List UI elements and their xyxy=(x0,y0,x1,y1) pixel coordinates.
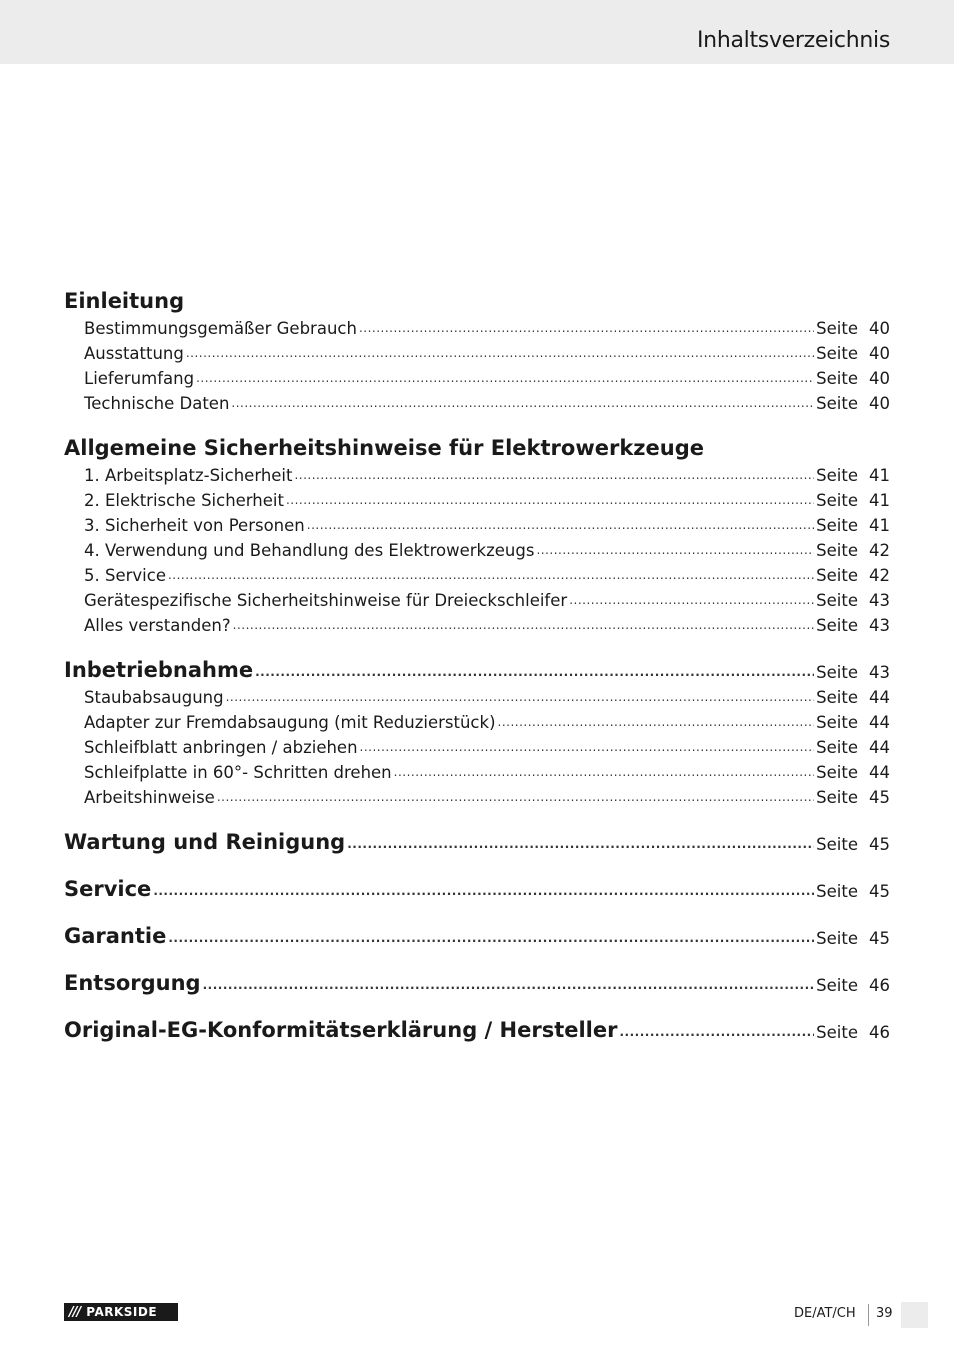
toc-section-heading[interactable] xyxy=(64,871,890,901)
toc-entry[interactable] xyxy=(64,535,890,560)
page-number: 43 xyxy=(869,616,890,635)
page-prefix: Seite xyxy=(816,713,858,732)
dot-leader xyxy=(394,766,815,778)
dot-leader xyxy=(307,519,814,531)
toc-entry-label: Schleifblatt anbringen / abziehen xyxy=(84,738,358,757)
dot-leader xyxy=(347,838,814,850)
dot-leader xyxy=(186,347,814,359)
toc-entry[interactable] xyxy=(64,585,890,610)
dot-leader xyxy=(203,979,815,991)
toc-entry-label: Alles verstanden? xyxy=(84,616,231,635)
toc-entry-label: 5. Service xyxy=(84,566,166,585)
page-prefix: Seite xyxy=(816,882,858,901)
page-number: 40 xyxy=(869,344,890,363)
toc-section-title: Wartung und Reinigung xyxy=(64,830,346,854)
dot-leader xyxy=(294,469,814,481)
dot-leader xyxy=(196,372,814,384)
toc-entry[interactable] xyxy=(64,460,890,485)
toc-entry[interactable] xyxy=(64,485,890,510)
page-prefix: Seite xyxy=(816,835,858,854)
toc-section-heading[interactable] xyxy=(64,824,890,854)
toc-section xyxy=(64,918,890,948)
page-prefix: Seite xyxy=(816,788,858,807)
page-number: 46 xyxy=(869,1023,890,1042)
footer-page-number: 39 xyxy=(876,1306,893,1321)
dot-leader xyxy=(619,1026,814,1038)
page-prefix: Seite xyxy=(816,491,858,510)
toc-entry[interactable] xyxy=(64,388,890,413)
page-number: 43 xyxy=(869,663,890,682)
toc-entry-label: 4. Verwendung und Behandlung des Elektrowerkzeugs xyxy=(84,541,535,560)
toc-section-title: Garantie xyxy=(64,924,167,948)
page-prefix: Seite xyxy=(816,319,858,338)
page-prefix: Seite xyxy=(816,976,858,995)
toc-entry-label: Gerätespezifische Sicherheitshinweise für Dreieckschleifer xyxy=(84,591,568,610)
dot-leader xyxy=(569,594,814,606)
page-number: 46 xyxy=(869,976,890,995)
page-number: 43 xyxy=(869,591,890,610)
page-number: 40 xyxy=(869,319,890,338)
toc-entry[interactable] xyxy=(64,732,890,757)
toc-section xyxy=(64,1012,890,1042)
toc-section-heading[interactable] xyxy=(64,283,890,313)
page-title: Inhaltsverzeichnis xyxy=(696,28,890,53)
page-prefix: Seite xyxy=(816,1023,858,1042)
page-prefix: Seite xyxy=(816,688,858,707)
toc-section-title: Original-EG-Konformitätserklärung / Hersteller xyxy=(64,1018,618,1042)
toc-entry-label: 3. Sicherheit von Personen xyxy=(84,516,305,535)
page-prefix: Seite xyxy=(816,566,858,585)
page-number: 41 xyxy=(869,466,890,485)
page-number: 44 xyxy=(869,713,890,732)
toc-entry-label: 2. Elektrische Sicherheit xyxy=(84,491,284,510)
toc-entry-label: Technische Daten xyxy=(84,394,230,413)
toc-entry-label: Lieferumfang xyxy=(84,369,195,388)
toc-entry[interactable] xyxy=(64,610,890,635)
dot-leader xyxy=(359,322,814,334)
toc-section-heading[interactable] xyxy=(64,430,890,460)
toc-entry[interactable] xyxy=(64,560,890,585)
toc-section xyxy=(64,824,890,854)
page-number: 44 xyxy=(869,738,890,757)
page-prefix: Seite xyxy=(816,369,858,388)
page-number: 44 xyxy=(869,688,890,707)
toc-entry-label: 1. Arbeitsplatz-Sicherheit xyxy=(84,466,293,485)
page-prefix: Seite xyxy=(816,466,858,485)
toc-entry[interactable] xyxy=(64,313,890,338)
page-prefix: Seite xyxy=(816,394,858,413)
page-number: 42 xyxy=(869,541,890,560)
dot-leader xyxy=(286,494,814,506)
page-prefix: Seite xyxy=(816,591,858,610)
toc-entry[interactable] xyxy=(64,782,890,807)
toc-section xyxy=(64,430,890,635)
dot-leader xyxy=(168,932,814,944)
page-prefix: Seite xyxy=(816,929,858,948)
toc-entry-label: Ausstattung xyxy=(84,344,184,363)
toc-section xyxy=(64,283,890,413)
dot-leader xyxy=(360,741,815,753)
page-number: 44 xyxy=(869,763,890,782)
dot-leader xyxy=(536,544,814,556)
page-number: 40 xyxy=(869,369,890,388)
page-number: 45 xyxy=(869,835,890,854)
dot-leader xyxy=(153,885,814,897)
toc-entry-label: Staubabsaugung xyxy=(84,688,224,707)
toc-section-title: Allgemeine Sicherheitshinweise für Elektrowerkzeuge xyxy=(64,436,704,460)
page-number: 42 xyxy=(869,566,890,585)
page-number: 45 xyxy=(869,882,890,901)
page-number: 40 xyxy=(869,394,890,413)
toc-entry-label: Bestimmungsgemäßer Gebrauch xyxy=(84,319,357,338)
toc-entry[interactable] xyxy=(64,707,890,732)
header-band xyxy=(0,0,954,64)
dot-leader xyxy=(255,666,814,678)
toc-section-title: Inbetriebnahme xyxy=(64,658,254,682)
footer-region: DE/AT/CH xyxy=(794,1306,856,1321)
page-prefix: Seite xyxy=(816,663,858,682)
dot-leader xyxy=(231,397,814,409)
dot-leader xyxy=(233,619,815,631)
dot-leader xyxy=(168,569,814,581)
toc-section-heading[interactable] xyxy=(64,652,890,682)
page-prefix: Seite xyxy=(816,344,858,363)
toc-section xyxy=(64,871,890,901)
toc-entry[interactable] xyxy=(64,338,890,363)
page-prefix: Seite xyxy=(816,616,858,635)
page-prefix: Seite xyxy=(816,763,858,782)
toc-section xyxy=(64,965,890,995)
page-number: 45 xyxy=(869,788,890,807)
dot-leader xyxy=(226,691,815,703)
page-prefix: Seite xyxy=(816,516,858,535)
toc-entry-label: Arbeitshinweise xyxy=(84,788,215,807)
toc-entry-label: Schleifplatte in 60°- Schritten drehen xyxy=(84,763,392,782)
toc-section-heading[interactable] xyxy=(64,918,890,948)
toc-section-heading[interactable] xyxy=(64,965,890,995)
toc-entry[interactable] xyxy=(64,682,890,707)
toc-section xyxy=(64,652,890,807)
page-prefix: Seite xyxy=(816,541,858,560)
table-of-contents xyxy=(64,283,890,1059)
toc-entry[interactable] xyxy=(64,757,890,782)
toc-entry-label: Adapter zur Fremdabsaugung (mit Reduzierstück) xyxy=(84,713,496,732)
dot-leader xyxy=(217,791,814,803)
toc-section-title: Einleitung xyxy=(64,289,185,313)
logo-stripes-icon: /// xyxy=(69,1304,81,1320)
footer-tab-marker xyxy=(901,1302,928,1328)
toc-entry[interactable] xyxy=(64,510,890,535)
parkside-logo xyxy=(64,1303,178,1321)
toc-section-title: Service xyxy=(64,877,152,901)
footer-divider xyxy=(868,1304,869,1326)
toc-entry[interactable] xyxy=(64,363,890,388)
toc-section-title: Entsorgung xyxy=(64,971,201,995)
logo-text: PARKSIDE xyxy=(86,1305,158,1319)
page-prefix: Seite xyxy=(816,738,858,757)
toc-section-heading[interactable] xyxy=(64,1012,890,1042)
dot-leader xyxy=(498,716,815,728)
page-number: 45 xyxy=(869,929,890,948)
page-number: 41 xyxy=(869,491,890,510)
page-number: 41 xyxy=(869,516,890,535)
